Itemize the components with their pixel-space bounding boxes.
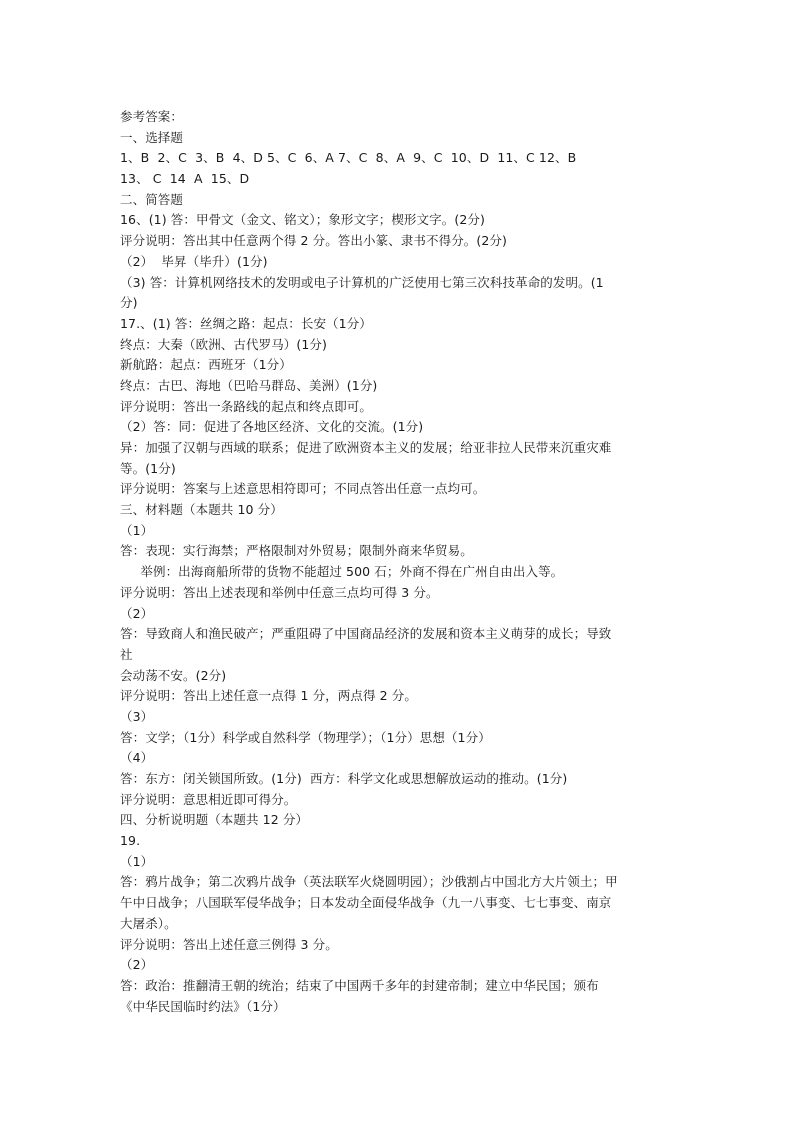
doc-line: 答：表现：实行海禁；严格限制对外贸易；限制外商来华贸易。 — [120, 543, 473, 559]
doc-line: 会动荡不安。(2分) — [120, 667, 227, 683]
doc-line: 评分说明：答出一条路线的起点和终点即可。 — [120, 398, 373, 414]
doc-line: 评分说明：意思相近即可得分。 — [120, 791, 297, 807]
doc-line: 评分说明：答案与上述意思相符即可；不同点答出任意一点均可。 — [120, 481, 486, 497]
doc-line: 答：导致商人和渔民破产；严重阻碍了中国商品经济的发展和资本主义萌芽的成长；导致 — [120, 626, 612, 642]
doc-line: （4） — [120, 750, 154, 766]
doc-line: （2） — [120, 957, 154, 973]
doc-line: 三、材料题（本题共 10 分） — [120, 502, 283, 518]
doc-line: 终点：古巴、海地（巴哈马群岛、美洲）(1分) — [120, 377, 378, 393]
doc-line: 13、 C 14 A 15、D — [120, 171, 250, 187]
doc-line: 评分说明：答出上述表现和举例中任意三点均可得 3 分。 — [120, 584, 439, 600]
doc-line: （3） — [120, 708, 154, 724]
doc-line: 二、简答题 — [120, 191, 184, 207]
doc-line: 《中华民国临时约法》（1分） — [120, 998, 286, 1014]
doc-line: 答：东方：闭关锁国所致。(1分) 西方：科学文化或思想解放运动的推动。(1分) — [120, 771, 568, 786]
doc-line: 17.、(1) 答：丝绸之路：起点：长安（1分） — [120, 315, 372, 331]
doc-line: 评分说明：答出上述任意一点得 1 分，两点得 2 分。 — [120, 688, 418, 704]
doc-line: 大屠杀）。 — [120, 915, 177, 931]
doc-line: 答：文学；（1分）科学或自然科学（物理学）；（1分）思想（1分） — [120, 729, 491, 745]
doc-line: （1） — [120, 522, 154, 538]
doc-line: （2） — [120, 605, 154, 621]
answer-key-document — [120, 107, 680, 1017]
doc-line: 社 — [120, 646, 133, 662]
doc-line: 评分说明：答出上述任意三例得 3 分。 — [120, 936, 338, 952]
doc-line: 举例：出海商船所带的货物不能超过 500 石；外商不得在广州自由出入等。 — [120, 564, 564, 580]
doc-line: （1） — [120, 853, 154, 869]
doc-line: 午中日战争；八国联军侵华战争；日本发动全面侵华战争（九一八事变、七七事变、南京 — [120, 895, 612, 911]
doc-line: 19. — [120, 833, 141, 849]
doc-line: 一、选择题 — [120, 129, 184, 145]
doc-line: 参考答案： — [120, 109, 184, 124]
doc-line: 分) — [120, 295, 138, 311]
doc-line: 等。(1分) — [120, 460, 176, 476]
doc-line: 终点：大秦（欧洲、古代罗马）(1分) — [120, 336, 328, 352]
doc-line: 答：鸦片战争；第二次鸦片战争（英法联军火烧圆明园）；沙俄割占中国北方大片领土；甲 — [120, 874, 618, 890]
doc-line: 16、(1) 答：甲骨文（金文、铭文）；象形文字；楔形文字。(2分) — [120, 212, 485, 228]
doc-line: （2）答：同：促进了各地区经济、文化的交流。(1分) — [120, 419, 424, 435]
doc-line: 答：政治：推翻清王朝的统治；结束了中国两千多年的封建帝制；建立中华民国；颁布 — [120, 977, 599, 993]
doc-line: （3) 答：计算机网络技术的发明或电子计算机的广泛使用七第三次科技革命的发明。(1 — [120, 274, 604, 290]
doc-line: （2） 毕昇（毕升）(1分) — [120, 253, 268, 269]
doc-line: 1、B 2、C 3、B 4、D 5、C 6、A 7、C 8、A 9、C 10、D 11、C 12、B — [120, 150, 577, 166]
doc-line: 四、分析说明题（本题共 12 分） — [120, 812, 309, 828]
doc-line: 异：加强了汉朝与西域的联系；促进了欧洲资本主义的发展；给亚非拉人民带来沉重灾难 — [120, 440, 612, 455]
doc-line: 评分说明：答出其中任意两个得 2 分。答出小篆、隶书不得分。(2分) — [120, 233, 508, 249]
doc-line: 新航路：起点：西班牙（1分） — [120, 357, 292, 373]
